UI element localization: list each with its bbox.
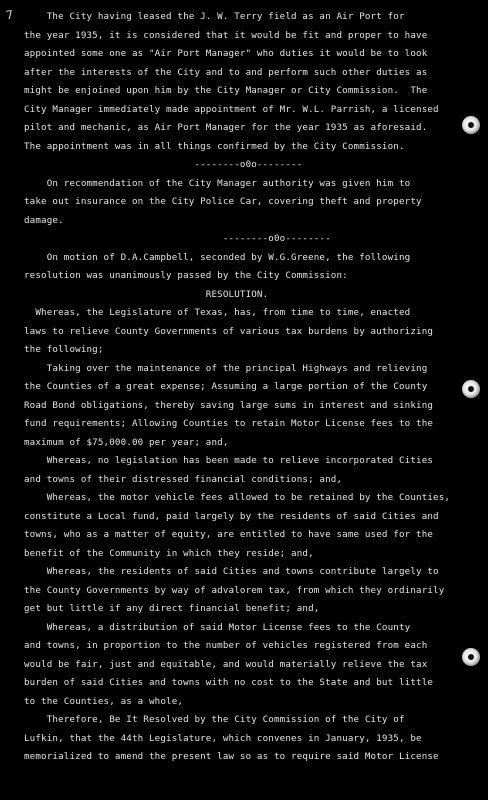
punch-hole-middle — [462, 380, 480, 398]
text-line: would be fair, just and equitable, and would materially relieve the tax — [24, 658, 428, 670]
text-line: and towns of their distressed financial conditions; and, — [24, 473, 343, 485]
text-line: take out insurance on the City Police Car, covering theft and property — [24, 196, 422, 207]
text-line: The appointment was in all things confirmed by the City Commission. — [24, 140, 405, 152]
text-line: Whereas, the Legislature of Texas, has, from time to time, enacted — [24, 307, 411, 318]
document-body — [24, 8, 460, 767]
punch-hole-top — [462, 116, 480, 134]
text-line: Therefore, Be It Resolved by the City Commission of the City of — [24, 714, 405, 725]
text-line: maximum of $75,000.00 per year; and, — [24, 436, 229, 448]
text-line: On motion of D.A.Campbell, seconded by W.G.Greene, the following — [24, 251, 411, 263]
text-line: --------o0o-------- — [24, 233, 331, 244]
text-line: pilot and mechanic, as Air Port Manager for the year 1935 as aforesaid. — [24, 122, 428, 133]
punch-hole-bottom — [462, 648, 480, 666]
text-line: fund requirements; Allowing Counties to retain Motor License fees to the — [24, 418, 434, 429]
text-line: Lufkin, that the 44th Legislature, which convenes in January, 1935, be — [24, 732, 422, 744]
text-line: laws to relieve County Governments of various tax burdens by authorizing — [24, 325, 434, 337]
text-line: benefit of the Community in which they reside; and, — [24, 547, 314, 559]
text-line: Whereas, no legislation has been made to relieve incorporated Cities — [24, 455, 434, 466]
text-line: the following; — [24, 344, 104, 355]
text-line: Taking over the maintenance of the principal Highways and relieving — [24, 362, 428, 374]
text-line: appointed some one as "Air Port Manager" who duties it would be to look — [24, 48, 428, 59]
text-line: and towns, in proportion to the number of vehicles registered from each — [24, 640, 428, 651]
text-line: resolution was unanimously passed by the City Commission: — [24, 270, 348, 281]
text-line: Road Bond obligations, thereby saving large sums in interest and sinking — [24, 399, 434, 411]
text-line: --------o0o-------- — [24, 159, 303, 170]
text-line: constitute a Local fund, paid largely by the residents of said Cities and — [24, 510, 439, 522]
text-line: Whereas, a distribution of said Motor License fees to the County — [24, 621, 411, 633]
text-line: City Manager immediately made appointment of Mr. W.L. Parrish, a licensed — [24, 103, 439, 115]
text-line: get but little if any direct financial benefit; and, — [24, 603, 320, 614]
text-line: towns, who as a matter of equity, are entitled to have same used for the — [24, 529, 434, 540]
text-line: memorialized to amend the present law so as to require said Motor License — [24, 751, 439, 762]
text-line: burden of said Cities and towns with no cost to the State and but little — [24, 677, 434, 688]
text-line: after the interests of the City and to and perform such other duties as — [24, 66, 428, 78]
page-number-marginalia: 7 — [5, 7, 15, 23]
text-line: the County Governments by way of advalorem tax, from which they ordinarily — [24, 584, 445, 596]
text-line: Whereas, the residents of said Cities and towns contribute largely to — [24, 566, 439, 577]
text-line: On recommendation of the City Manager authority was given him to — [24, 177, 411, 189]
text-line: The City having leased the J. W. Terry field as an Air Port for — [24, 11, 405, 22]
text-line: Whereas, the motor vehicle fees allowed to be retained by the Counties, — [24, 492, 451, 503]
text-line: damage. — [24, 214, 64, 226]
text-line: the year 1935, it is considered that it would be fit and proper to have — [24, 29, 428, 41]
text-line: to the Counties, as a whole, — [24, 695, 184, 707]
text-line: RESOLUTION. — [24, 288, 269, 300]
text-line: might be enjoined upon him by the City Manager or City Commission. The — [24, 85, 428, 96]
text-line: the Counties of a great expense; Assuming a large portion of the County — [24, 381, 428, 392]
